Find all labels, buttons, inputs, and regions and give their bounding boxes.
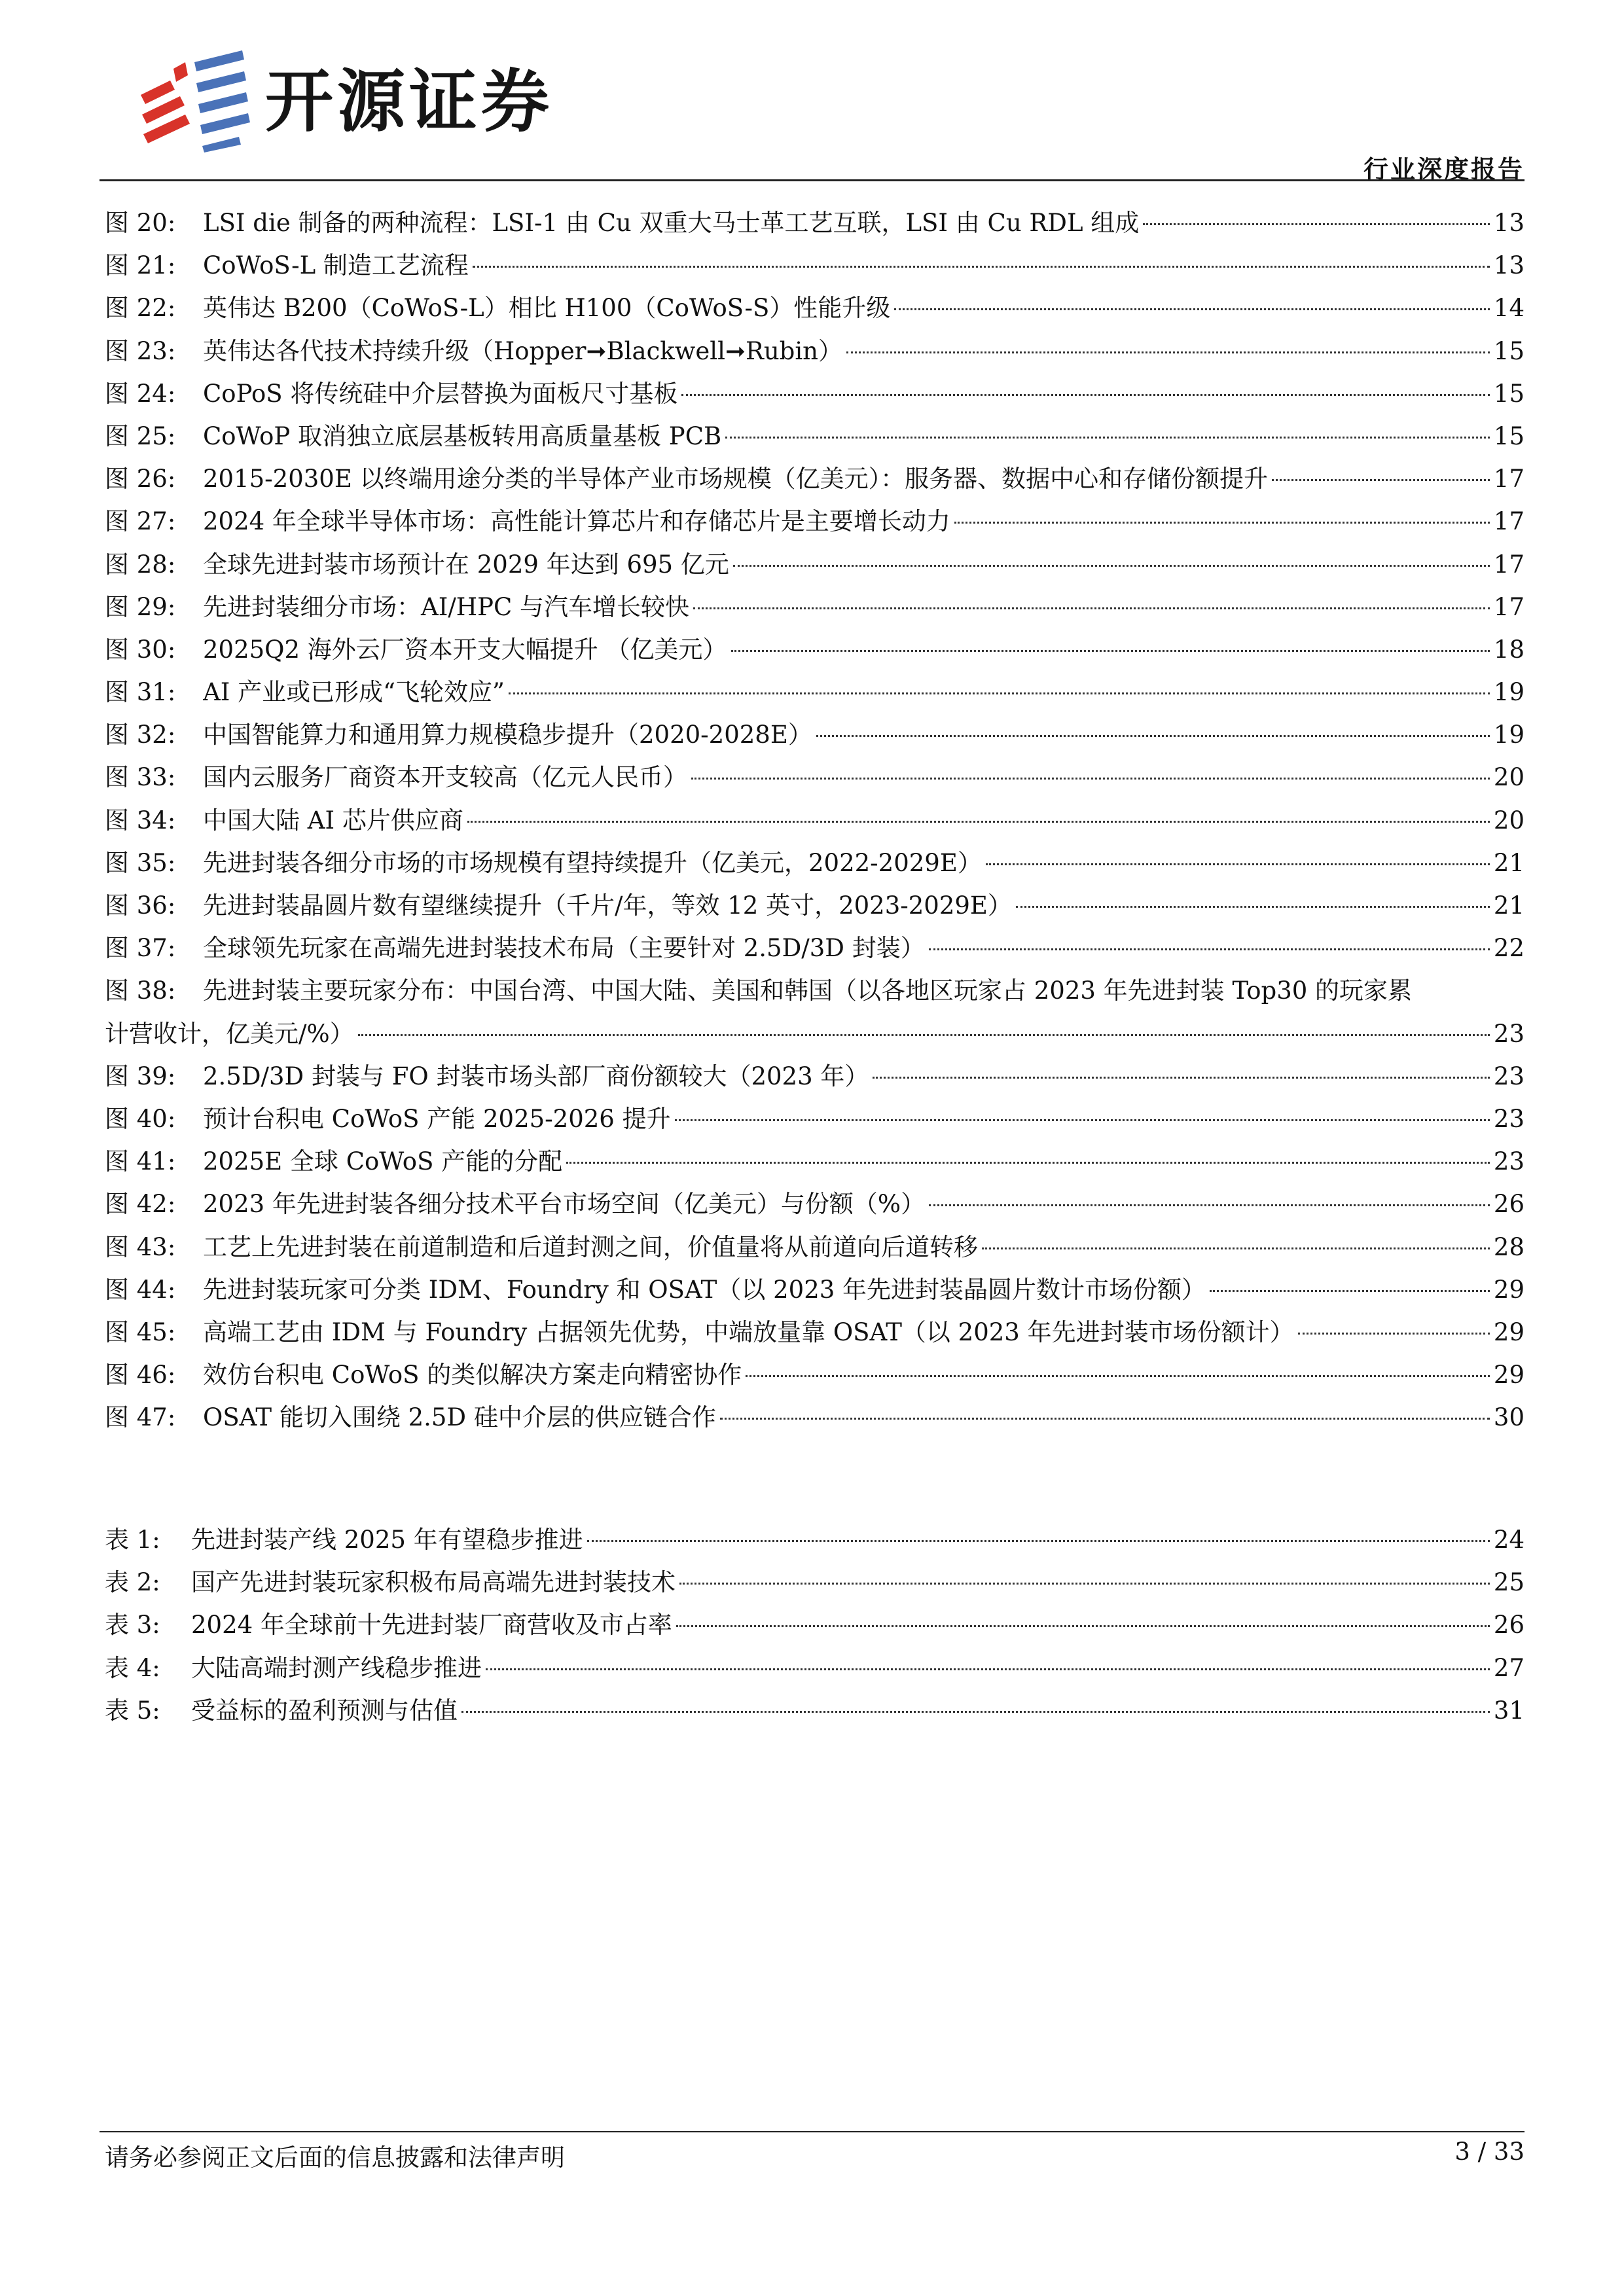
figure-page: 23 [1493, 1104, 1525, 1133]
figure-entry[interactable] [105, 500, 1525, 543]
figure-page: 19 [1493, 721, 1525, 749]
table-entry[interactable] [105, 1689, 1525, 1732]
figure-title: 2.5D/3D 封装与 FO 封装市场头部厂商份额较大（2023 年） [203, 1062, 869, 1090]
table-title: 先进封装产线 2025 年有望稳步推进 [191, 1526, 583, 1554]
page-indicator: 3 / 33 [1454, 2138, 1525, 2166]
figure-page: 23 [1493, 1147, 1525, 1176]
leader-dots [675, 1119, 1490, 1121]
figure-number: 图 40: [105, 1104, 176, 1133]
figure-number: 图 33: [105, 763, 176, 792]
figure-number: 图 45: [105, 1318, 176, 1346]
figure-title: 2024 年全球半导体市场：高性能计算芯片和存储芯片是主要增长动力 [203, 507, 950, 536]
figure-title: 英伟达 B200（CoWoS-L）相比 H100（CoWoS-S）性能升级 [203, 294, 891, 323]
figure-page: 17 [1493, 465, 1525, 493]
figure-entry[interactable] [105, 1311, 1525, 1354]
figure-page: 13 [1493, 209, 1525, 237]
figure-page: 22 [1493, 934, 1525, 963]
figure-number: 图 36: [105, 891, 176, 920]
figure-title: 全球先进封装市场预计在 2029 年达到 695 亿元 [203, 550, 729, 579]
figure-number: 图 24: [105, 379, 176, 408]
company-logo-icon [134, 49, 259, 154]
figure-title: 先进封装细分市场：AI/HPC 与汽车增长较快 [203, 592, 690, 621]
table-page: 25 [1493, 1568, 1525, 1597]
figure-entry[interactable] [105, 1226, 1525, 1268]
figure-number: 图 32: [105, 721, 176, 749]
figure-title: CoWoS-L 制造工艺流程 [203, 251, 469, 280]
figure-entry[interactable] [105, 586, 1525, 628]
leader-dots [982, 1247, 1490, 1249]
leader-dots [816, 735, 1490, 737]
leader-dots [1143, 223, 1490, 225]
figure-entry[interactable] [105, 628, 1525, 671]
figure-page: 28 [1493, 1232, 1525, 1261]
leader-dots [733, 565, 1490, 567]
leader-dots [725, 437, 1490, 439]
figure-title: AI 产业或已形成“飞轮效应” [203, 678, 505, 707]
figure-number: 图 38: [105, 977, 176, 1005]
leader-dots [461, 1711, 1490, 1713]
figure-page: 30 [1493, 1403, 1525, 1432]
figure-number: 图 43: [105, 1232, 176, 1261]
figure-entry[interactable] [105, 927, 1525, 969]
leader-dots [509, 692, 1490, 694]
figure-entry[interactable] [105, 372, 1525, 415]
leader-dots [679, 1583, 1490, 1585]
figure-entry[interactable] [105, 543, 1525, 586]
figure-number: 图 42: [105, 1190, 176, 1219]
figure-number: 图 41: [105, 1147, 176, 1176]
figure-entry[interactable] [105, 884, 1525, 927]
figure-title: 先进封装晶圆片数有望继续提升（千片/年，等效 12 英寸，2023-2029E） [203, 891, 1012, 920]
figure-number: 图 26: [105, 465, 176, 493]
figure-entry[interactable] [105, 202, 1525, 244]
figure-number: 图 31: [105, 678, 176, 707]
leader-dots [954, 522, 1490, 524]
figure-entry[interactable] [105, 1055, 1525, 1098]
leader-dots [486, 1668, 1490, 1670]
figure-page: 17 [1493, 592, 1525, 621]
figure-page: 14 [1493, 294, 1525, 323]
figure-entry[interactable] [105, 756, 1525, 798]
figure-page: 20 [1493, 763, 1525, 792]
leader-dots [691, 778, 1490, 780]
leader-dots [873, 1077, 1490, 1079]
table-number: 表 5: [105, 1696, 160, 1725]
figure-title: 英伟达各代技术持续升级（Hopper➞Blackwell➞Rubin） [203, 336, 842, 365]
figure-entry[interactable] [105, 969, 1525, 1012]
leader-dots [746, 1375, 1490, 1377]
figure-page: 23 [1493, 1019, 1525, 1048]
table-page: 27 [1493, 1653, 1525, 1682]
figure-title: 中国大陆 AI 芯片供应商 [203, 806, 463, 834]
figure-page: 21 [1493, 848, 1525, 877]
figure-entry[interactable] [105, 1268, 1525, 1311]
leader-dots [1298, 1333, 1490, 1335]
figure-page: 15 [1493, 379, 1525, 408]
figure-entry[interactable] [105, 1354, 1525, 1396]
figure-page: 15 [1493, 422, 1525, 450]
figure-entry[interactable] [105, 671, 1525, 713]
table-title: 国产先进封装玩家积极布局高端先进封装技术 [191, 1568, 676, 1597]
figure-number: 图 46: [105, 1361, 176, 1390]
leader-dots [681, 394, 1490, 396]
table-title: 大陆高端封测产线稳步推进 [191, 1653, 482, 1682]
figure-number: 图 29: [105, 592, 176, 621]
table-number: 表 4: [105, 1653, 160, 1682]
figure-number: 图 20: [105, 209, 176, 237]
figure-entry[interactable] [105, 842, 1525, 884]
table-entry[interactable] [105, 1518, 1525, 1561]
leader-dots [676, 1625, 1490, 1627]
table-number: 表 3: [105, 1611, 160, 1640]
figure-number: 图 39: [105, 1062, 176, 1090]
figure-page: 17 [1493, 507, 1525, 536]
figure-title: 2025Q2 海外云厂资本开支大幅提升 （亿美元） [203, 635, 727, 664]
leader-dots [358, 1034, 1490, 1036]
leader-dots [1272, 479, 1490, 481]
figure-entry-continuation[interactable] [105, 1013, 1525, 1055]
figure-number: 图 47: [105, 1403, 176, 1432]
figure-page: 17 [1493, 550, 1525, 579]
figure-index [105, 202, 1525, 1439]
leader-dots [986, 863, 1490, 865]
figure-title: 2025E 全球 CoWoS 产能的分配 [203, 1147, 563, 1176]
leader-dots [731, 650, 1490, 652]
figure-title: 先进封装主要玩家分布：中国台湾、中国大陆、美国和韩国（以各地区玩家占 2023 年先进封装 Top30 的玩家累 [203, 977, 1413, 1005]
figure-title: 效仿台积电 CoWoS 的类似解决方案走向精密协作 [203, 1361, 742, 1390]
figure-entry[interactable] [105, 457, 1525, 500]
leader-dots [846, 351, 1490, 353]
figure-title: 中国智能算力和通用算力规模稳步提升（2020-2028E） [203, 721, 812, 749]
figure-entry[interactable] [105, 713, 1525, 756]
figure-number: 图 21: [105, 251, 176, 280]
table-entry[interactable] [105, 1561, 1525, 1604]
header-divider [99, 179, 1525, 181]
footer-disclaimer: 请务必参阅正文后面的信息披露和法律声明 [105, 2144, 565, 2172]
figure-entry[interactable] [105, 1140, 1525, 1183]
figure-title: 先进封装各细分市场的市场规模有望持续提升（亿美元，2022-2029E） [203, 848, 982, 877]
figure-page: 29 [1493, 1318, 1525, 1346]
figure-title: 高端工艺由 IDM 与 Foundry 占据领先优势，中端放量靠 OSAT（以 2023 年先进封装市场份额计） [203, 1318, 1294, 1346]
figure-entry[interactable] [105, 1183, 1525, 1225]
table-number: 表 2: [105, 1568, 160, 1597]
figure-page: 20 [1493, 806, 1525, 834]
figure-entry[interactable] [105, 244, 1525, 287]
figure-entry[interactable] [105, 330, 1525, 372]
leader-dots [1210, 1290, 1490, 1292]
figure-entry[interactable] [105, 799, 1525, 842]
leader-dots [929, 1204, 1490, 1206]
figure-page: 21 [1493, 891, 1525, 920]
figure-page: 19 [1493, 678, 1525, 707]
figure-page: 29 [1493, 1275, 1525, 1304]
figure-page: 13 [1493, 251, 1525, 280]
table-title: 受益标的盈利预测与估值 [191, 1696, 458, 1725]
figure-page: 26 [1493, 1190, 1525, 1219]
figure-number: 图 30: [105, 635, 176, 664]
leader-dots [587, 1540, 1490, 1542]
figure-page: 29 [1493, 1361, 1525, 1390]
figure-title: 预计台积电 CoWoS 产能 2025-2026 提升 [203, 1104, 671, 1133]
figure-title: 2023 年先进封装各细分技术平台市场空间（亿美元）与份额（%） [203, 1190, 926, 1219]
figure-entry[interactable] [105, 1098, 1525, 1140]
figure-number: 图 34: [105, 806, 176, 834]
figure-title: CoWoP 取消独立底层基板转用高质量基板 PCB [203, 422, 722, 450]
figure-number: 图 22: [105, 294, 176, 323]
table-index [105, 1518, 1525, 1732]
table-number: 表 1: [105, 1526, 160, 1554]
company-logo [134, 49, 553, 154]
leader-dots [566, 1162, 1490, 1164]
figure-title: CoPoS 将传统硅中介层替换为面板尺寸基板 [203, 379, 678, 408]
figure-title-continuation: 计营收计，亿美元/%） [105, 1019, 354, 1048]
figure-title: 2015-2030E 以终端用途分类的半导体产业市场规模（亿美元）：服务器、数据中心和存储份额提升 [203, 465, 1269, 493]
figure-number: 图 37: [105, 934, 176, 963]
figure-number: 图 25: [105, 422, 176, 450]
company-name: 开源证券 [265, 62, 554, 141]
figure-number: 图 27: [105, 507, 176, 536]
figure-title: LSI die 制备的两种流程：LSI-1 由 Cu 双重大马士革工艺互联，LSI 由 Cu RDL 组成 [203, 209, 1140, 237]
figure-page: 23 [1493, 1062, 1525, 1090]
table-page: 24 [1493, 1526, 1525, 1554]
figure-number: 图 23: [105, 336, 176, 365]
figure-title: 国内云服务厂商资本开支较高（亿元人民币） [203, 763, 687, 792]
leader-dots [894, 308, 1490, 310]
figure-number: 图 44: [105, 1275, 176, 1304]
figure-page: 18 [1493, 635, 1525, 664]
figure-number: 图 35: [105, 848, 176, 877]
table-page: 26 [1493, 1611, 1525, 1640]
figure-number: 图 28: [105, 550, 176, 579]
leader-dots [720, 1418, 1490, 1420]
figure-entry[interactable] [105, 1396, 1525, 1439]
table-entry[interactable] [105, 1647, 1525, 1689]
figure-page: 15 [1493, 336, 1525, 365]
figure-entry[interactable] [105, 415, 1525, 457]
figure-title: OSAT 能切入围绕 2.5D 硅中介层的供应链合作 [203, 1403, 716, 1432]
leader-dots [693, 607, 1490, 609]
figure-title: 工艺上先进封装在前道制造和后道封测之间，价值量将从前道向后道转移 [203, 1232, 978, 1261]
table-entry[interactable] [105, 1604, 1525, 1646]
figure-title: 先进封装玩家可分类 IDM、Foundry 和 OSAT（以 2023 年先进封装晶圆片数计市场份额） [203, 1275, 1206, 1304]
leader-dots [929, 948, 1490, 950]
table-title: 2024 年全球前十先进封装厂商营收及市占率 [191, 1611, 672, 1640]
report-type-label: 行业深度报告 [1363, 155, 1525, 184]
figure-entry[interactable] [105, 287, 1525, 329]
footer-divider [99, 2131, 1525, 2132]
leader-dots [467, 821, 1490, 823]
leader-dots [473, 266, 1490, 268]
leader-dots [1016, 906, 1490, 908]
figure-title: 全球领先玩家在高端先进封装技术布局（主要针对 2.5D/3D 封装） [203, 934, 925, 963]
table-page: 31 [1493, 1696, 1525, 1725]
